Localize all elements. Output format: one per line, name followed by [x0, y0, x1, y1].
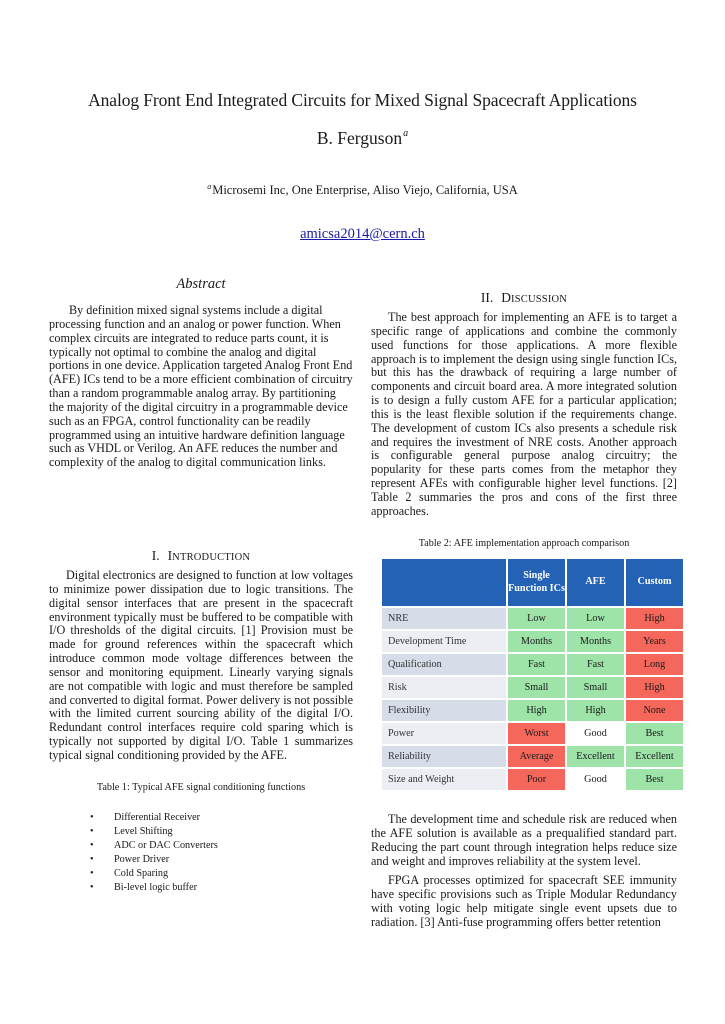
table-cell: Long: [626, 654, 683, 675]
table-cell: Average: [508, 746, 565, 767]
email-link[interactable]: amicsa2014@cern.ch: [300, 226, 425, 242]
table-cell: Fast: [567, 654, 624, 675]
table-cell: Small: [567, 677, 624, 698]
table-cell: Excellent: [626, 746, 683, 767]
table-cell: High: [626, 608, 683, 629]
bullet-icon: •: [90, 839, 94, 851]
table-cell: None: [626, 700, 683, 721]
section-title-initial: I: [167, 548, 173, 563]
list-item-text: ADC or DAC Converters: [114, 839, 218, 851]
affiliation: [0, 182, 725, 198]
table-row: [382, 654, 683, 675]
section-heading-introduction: [49, 548, 353, 564]
list-item: [90, 881, 218, 895]
list-item: [90, 811, 218, 825]
list-item-text: Differential Receiver: [114, 812, 201, 823]
table-cell: Worst: [508, 723, 565, 744]
email: [0, 226, 725, 243]
table1-list: [90, 811, 218, 894]
table-cell: Years: [626, 631, 683, 652]
table-header-cell: [382, 559, 506, 606]
row-label: Qualification: [382, 654, 506, 675]
table-header-cell: AFE: [567, 559, 624, 606]
section-number: I.: [151, 548, 160, 563]
row-label: Flexibility: [382, 700, 506, 721]
row-label: Development Time: [382, 631, 506, 652]
list-item: [90, 867, 218, 881]
introduction-body: [49, 569, 353, 763]
table-cell: Best: [626, 769, 683, 790]
table-header-cell: Custom: [626, 559, 683, 606]
list-item-text: Cold Sparing: [114, 867, 169, 879]
table-row: [382, 700, 683, 721]
bullet-icon: •: [90, 881, 94, 893]
section-title-initial: D: [501, 290, 512, 305]
row-label: Risk: [382, 677, 506, 698]
author-name: B. Ferguson: [316, 128, 403, 148]
table-header-row: [382, 559, 683, 606]
post-table-body: [371, 813, 677, 930]
comparison-table-body: [382, 608, 683, 790]
table-cell: Months: [508, 631, 565, 652]
author-superscript: a: [403, 128, 409, 139]
table-row: [382, 769, 683, 790]
table2-caption: Table 2: AFE implementation approach comparison: [418, 538, 630, 549]
table-cell: Fast: [508, 654, 565, 675]
table-cell: Good: [567, 769, 624, 790]
table-row: [382, 608, 683, 629]
table-cell: Low: [508, 608, 565, 629]
discussion-body: [371, 311, 677, 519]
list-item-text: Level Shifting: [114, 825, 173, 837]
affiliation-superscript: a: [207, 182, 212, 191]
author: [0, 128, 725, 149]
bullet-icon: •: [90, 853, 94, 865]
bullet-icon: •: [90, 867, 94, 879]
list-item-text: Bi-level logic buffer: [114, 881, 197, 893]
table-cell: Best: [626, 723, 683, 744]
list-item: [90, 853, 218, 867]
table-row: [382, 677, 683, 698]
introduction-text: Digital electronics are designed to function at low voltages to minimize power dissipation due to logic transitions. The digital sensor interfaces that are present in the spacecraft environment typically must be buffered to be compatible with I/O thresholds of the digital circuits. [1] Provision must be made for ground references within the spacecraft which introduce common mode voltage differences between the sensor and monitoring equipment. Linearly varying signals are not compatible with logic and must therefore be sampled and converted to digital format. Power delivery is not possible with the limited current sourcing ability of the digital I/O. Redundant control interfaces require cold sparing which is typically not supported by digital I/O. Table 1 summarizes typical signal conditioning provided by the AFE.: [49, 568, 353, 762]
abstract-text: By definition mixed signal systems include a digital processing function and an analog or power function. When complex circuits are integrated to reduce parts count, it is typically not optimal to combine the analog and digital portions in one device. Application targeted Analog Front End (AFE) ICs tend to be a more efficient combination of circuitry than a random programmable analog array. By partitioning the majority of the digital circuitry in a programmable device such as an FPGA, control functionality can be readily programmed using an intuitive hardware definition language such as VHDL or Verilog. An AFE reduces the number and complexity of the analog to digital communication links.: [49, 303, 353, 470]
abstract-heading: Abstract: [176, 276, 226, 292]
table-cell: Good: [567, 723, 624, 744]
table-cell: High: [626, 677, 683, 698]
discussion-text: The best approach for implementing an AFE is to target a specific range of applications and combine the commonly used functions for those applications. A more flexible approach is to implement the design using single function ICs, but this has the drawback of requiring a large number of components and circuit board area. A more integrated solution is to design a fully custom AFE for a particular application; this is the least flexible solution if the requirements change. The development of custom ICs also presents a schedule risk and requires the investment of NRE costs. Another approach is configurable general purpose analog circuitry; the popularity for these parts comes from the metaphor they represent AFEs with configurable higher level functions. [2] Table 2 summaries the pros and cons of the first three approaches.: [371, 310, 677, 518]
paragraph: FPGA processes optimized for spacecraft SEE immunity have specific provisions such as Triple Modular Redundancy with voting logic help mitigate single event upsets due to radiation. [3] Anti-fuse programming offers better retention: [371, 873, 677, 929]
affiliation-text: Microsemi Inc, One Enterprise, Aliso Viejo, California, USA: [212, 183, 518, 197]
paragraph: The development time and schedule risk are reduced when the AFE solution is available as a prequalified standard part. Reducing the part count through integration helps reduce size and weight and improves reliability at the system level.: [371, 812, 677, 868]
section-title-rest: ISCUSSION: [511, 294, 568, 305]
section-title-rest: NTRODUCTION: [172, 552, 251, 563]
table-cell: Months: [567, 631, 624, 652]
section-heading-discussion: [371, 290, 677, 306]
table-cell: Low: [567, 608, 624, 629]
table-cell: Poor: [508, 769, 565, 790]
row-label: Power: [382, 723, 506, 744]
bullet-icon: •: [90, 825, 94, 837]
table-cell: Small: [508, 677, 565, 698]
table-row: [382, 746, 683, 767]
comparison-table: [380, 557, 685, 792]
list-item: [90, 839, 218, 853]
list-item: [90, 825, 218, 839]
table-cell: Excellent: [567, 746, 624, 767]
table1-caption: Table 1: Typical AFE signal conditioning functions: [96, 782, 306, 793]
table-header-cell: Single Function ICs: [508, 559, 565, 606]
table-cell: High: [508, 700, 565, 721]
table-row: [382, 631, 683, 652]
section-number: II.: [480, 290, 494, 305]
paper-title: Analog Front End Integrated Circuits for Mixed Signal Spacecraft Applications: [88, 90, 637, 110]
row-label: NRE: [382, 608, 506, 629]
list-item-text: Power Driver: [114, 853, 170, 865]
bullet-icon: •: [90, 812, 94, 823]
abstract-body: [49, 304, 353, 470]
row-label: Reliability: [382, 746, 506, 767]
table-cell: High: [567, 700, 624, 721]
table-row: [382, 723, 683, 744]
row-label: Size and Weight: [382, 769, 506, 790]
